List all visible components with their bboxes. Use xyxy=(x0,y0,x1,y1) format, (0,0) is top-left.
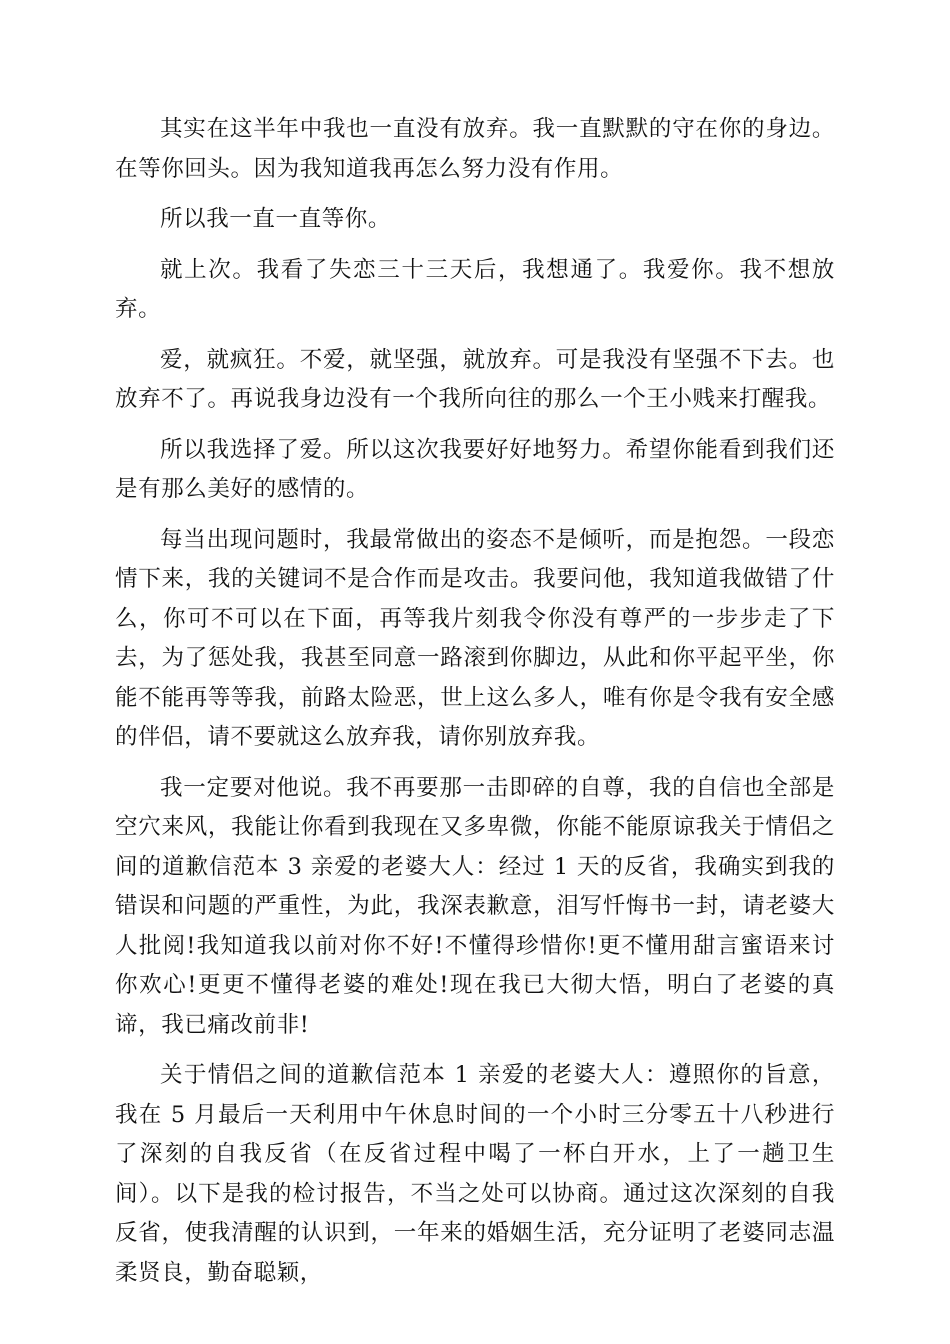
paragraph-4: 爱，就疯狂。不爱，就坚强，就放弃。可是我没有坚强不下去。也放弃不了。再说我身边没有一个我所向往的那么一个王小贱来打醒我。 xyxy=(115,346,835,412)
paragraph-3: 就上次。我看了失恋三十三天后，我想通了。我爱你。我不想放弃。 xyxy=(115,256,835,322)
paragraph-5: 所以我选择了爱。所以这次我要好好地努力。希望你能看到我们还是有那么美好的感情的。 xyxy=(115,436,835,502)
paragraph-6: 每当出现问题时，我最常做出的姿态不是倾听，而是抱怨。一段恋情下来，我的关键词不是合作而是攻击。我要问他，我知道我做错了什么，你可不可以在下面，再等我片刻我令你没有尊严的一步步走了下去，为了惩处我，我甚至同意一路滚到你脚边，从此和你平起平坐，你能不能再等等我，前路太险恶，世上这么多人，唯有你是令我有安全感的伴侣，请不要就这么放弃我，请你别放弃我。 xyxy=(115,526,835,750)
paragraph-7: 我一定要对他说。我不再要那一击即碎的自尊，我的自信也全部是空穴来风，我能让你看到我现在又多卑微，你能不能原谅我关于情侣之间的道歉信范本 3 亲爱的老婆大人：经过 1 天的反省，我确实到我的错误和问题的严重性，为此，我深表歉意，泪写忏悔书一封，请老婆大人批阅!我知道我以前对你不好!不懂得珍惜你!更不懂用甜言蜜语来讨你欢心!更更不懂得老婆的难处!现在我已大彻大悟，明白了老婆的真谛，我已痛改前非! xyxy=(115,774,835,1038)
document-body xyxy=(115,110,835,1304)
paragraph-8: 关于情侣之间的道歉信范本 1 亲爱的老婆大人：遵照你的旨意，我在 5 月最后一天利用中午休息时间的一个小时三分零五十八秒进行了深刻的自我反省（在反省过程中喝了一杯白开水，上了一趟卫生间）。以下是我的检讨报告，不当之处可以协商。通过这次深刻的自我反省，使我清醒的认识到，一年来的婚姻生活，充分证明了老婆同志温柔贤良，勤奋聪颖， xyxy=(115,1062,835,1286)
paragraph-2: 所以我一直一直等你。 xyxy=(160,206,392,232)
paragraph-1: 其实在这半年中我也一直没有放弃。我一直默默的守在你的身边。在等你回头。因为我知道我再怎么努力没有作用。 xyxy=(115,116,835,182)
